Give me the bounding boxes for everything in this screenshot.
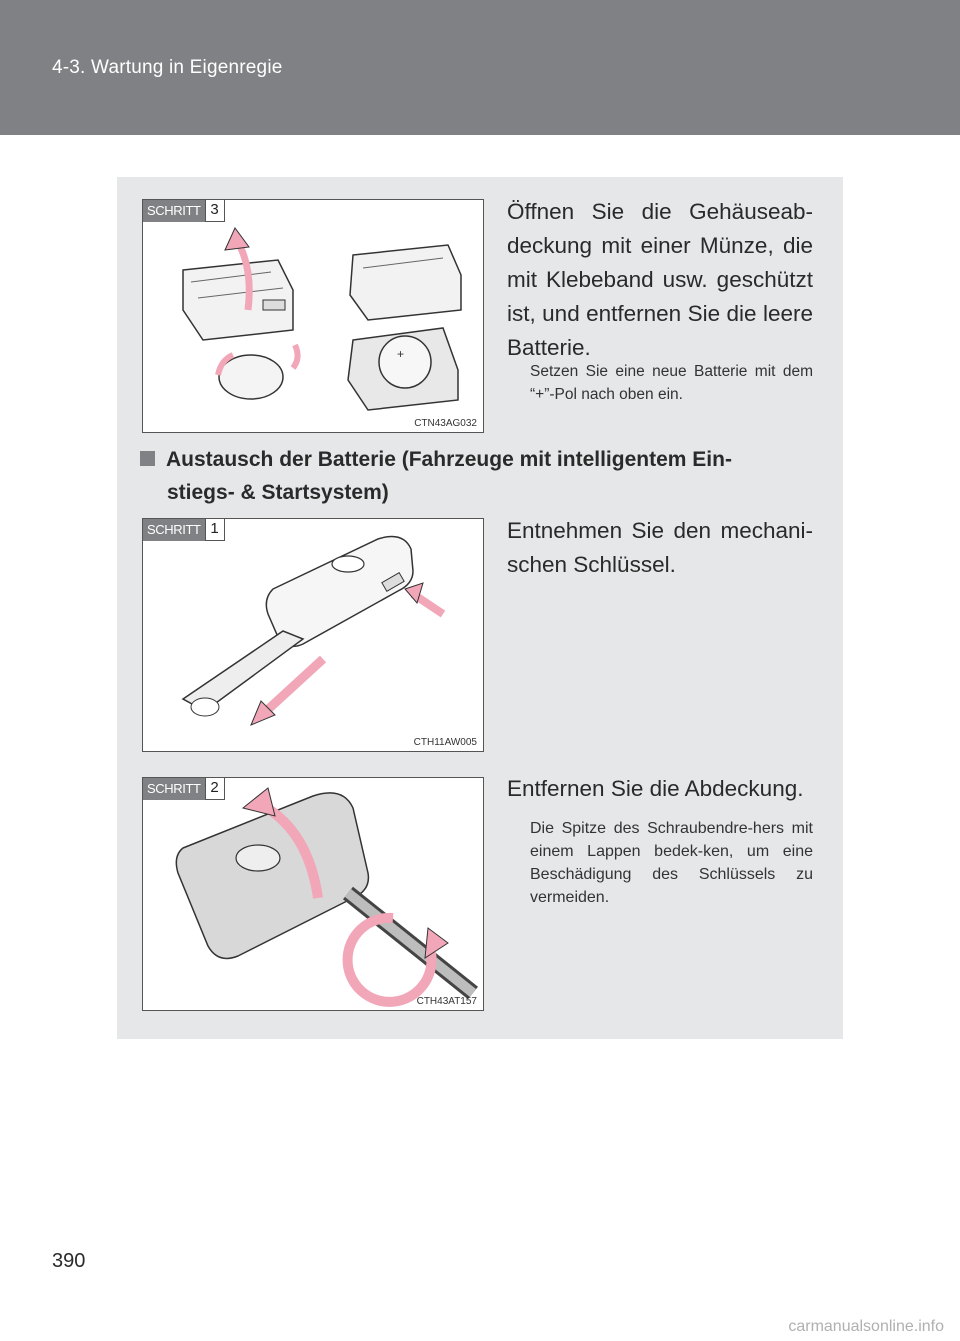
step-badge-label: SCHRITT — [143, 519, 205, 541]
figure-step3 — [142, 199, 484, 433]
step3-note: Setzen Sie eine neue Batterie mit dem “+”-Pol nach oben ein. — [530, 363, 813, 403]
figure-code: CTH43AT157 — [416, 996, 477, 1007]
step3-title: Öffnen Sie die Gehäuseab-deckung mit einer Münze, die mit Klebeband usw. geschützt ist, und entfernen Sie die leere Batterie. — [507, 199, 813, 360]
step2-note: Die Spitze des Schraubendre-hers mit einem Lappen bedek-ken, um eine Beschädigung des Schlüssels zu vermeiden. — [530, 820, 813, 906]
step2-title: Entfernen Sie die Abdeckung. — [507, 776, 804, 801]
cover-removal-illustration — [143, 778, 483, 1010]
figure-code: CTH11AW005 — [413, 737, 477, 748]
step-badge — [143, 519, 225, 541]
page-header — [0, 0, 960, 135]
step-badge-label: SCHRITT — [143, 778, 205, 800]
section-heading-line1: Austausch der Batterie (Fahrzeuge mit intelligentem Ein- — [166, 448, 732, 471]
watermark: carmanualsonline.info — [788, 1318, 944, 1335]
step-badge — [143, 778, 225, 800]
svg-text:+: + — [397, 347, 405, 361]
content-panel — [117, 177, 843, 1039]
page-number: 390 — [52, 1250, 86, 1272]
key-case-battery-illustration — [143, 200, 483, 432]
step-badge-label: SCHRITT — [143, 200, 205, 222]
figure-step1 — [142, 518, 484, 752]
section-heading — [140, 443, 813, 509]
section-heading-line2: stiegs- & Startsystem) — [167, 481, 389, 504]
figure-step2 — [142, 777, 484, 1011]
figure-code: CTN43AG032 — [414, 418, 477, 429]
step-badge-number: 3 — [205, 200, 225, 222]
smart-key-removal-illustration — [143, 519, 483, 751]
step-badge — [143, 200, 225, 222]
section-bullet-icon — [140, 451, 155, 466]
step-badge-number: 1 — [205, 519, 225, 541]
step1-title: Entnehmen Sie den mechani-schen Schlüssel. — [507, 518, 813, 577]
section-title: 4-3. Wartung in Eigenregie — [52, 57, 283, 78]
step-badge-number: 2 — [205, 778, 225, 800]
